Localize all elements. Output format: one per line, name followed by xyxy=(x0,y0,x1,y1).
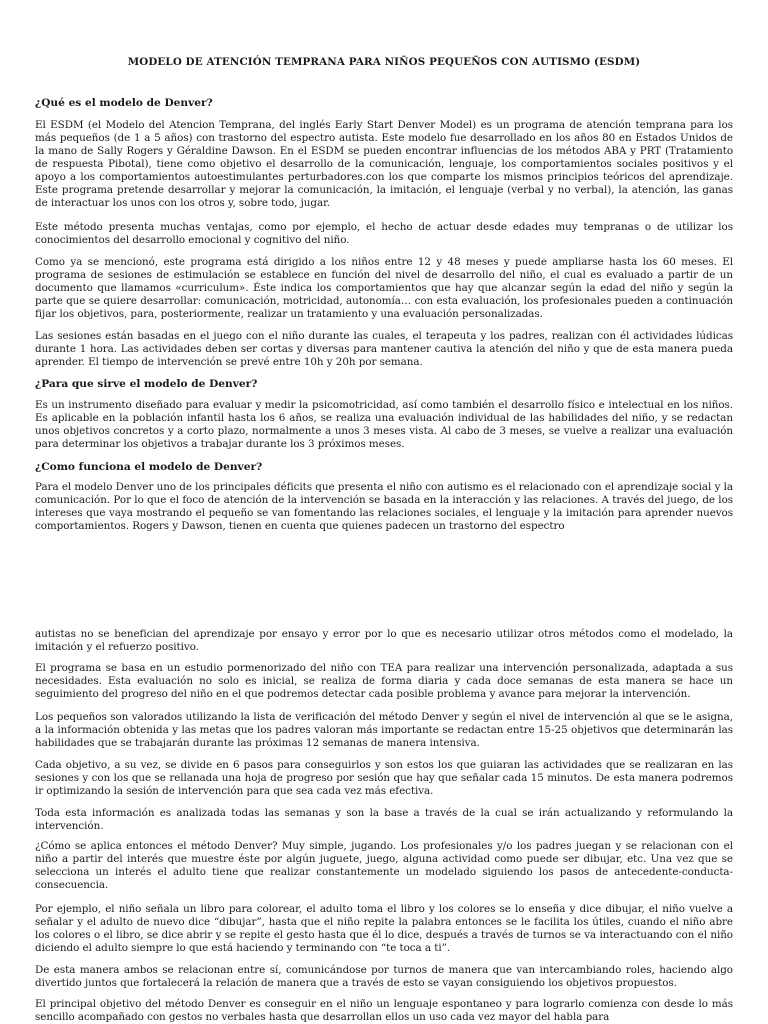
paragraph: El ESDM (el Modelo del Atencion Temprana, del inglés Early Start Denver Model) es un programa de atención temprana para los más pequeños (de 1 a 5 años) con trastorno del espectro autista. Este modelo fue desarrollado en los años 80 en Estados Unidos de la mano de Sally Rogers y Géraldine Dawson. En el ESDM se pueden encontrar influencias de los métodos ABA y PRT (Tratamiento de respuesta Pibotal), tiene como objetivo el desarrollo de la comunicación, lenguaje, los comportamientos sociales positivos y el apoyo a los comportamientos autoestimulantes perturbadores.con los que comparte los mismos principios teóricos del aprendizaje. Este programa pretende desarrollar y mejorar la comunicación, la imitación, el lenguaje (verbal y no verbal), la atención, las ganas de interactuar los unos con los otros y, sobre todo, jugar. xyxy=(35,119,733,209)
section-heading-que-es: ¿Qué es el modelo de Denver? xyxy=(35,97,213,109)
paragraph: autistas no se benefician del aprendizaje por ensayo y error por lo que es necesario utilizar otros métodos como el modelado, la imitación y el refuerzo positivo. xyxy=(35,628,733,653)
paragraph: Toda esta información es analizada todas las semanas y son la base a través de la cual se irán actualizando y reformulando la intervención. xyxy=(35,807,733,832)
paragraph: Este método presenta muchas ventajas, como por ejemplo, el hecho de actuar desde edades muy tempranas o de utilizar los conocimientos del desarrollo emocional y cognitivo del niño. xyxy=(35,221,733,246)
paragraph: Por ejemplo, el niño señala un libro para colorear, el adulto toma el libro y los colores se lo enseña y dice dibujar, el niño vuelve a señalar y el adulto de nuevo dice “dibujar”, hasta que el niño repite la palabra entonces se le facilita los útiles, cuando el niño abre los colores o el libro, se dice abrir y se repite el gesto hasta que él lo dice, después a través de turnos se va interactuando con el niño diciendo el adulto siempre lo que está haciendo y terminando con “te toca a ti”. xyxy=(35,903,733,954)
section-heading-para-que-sirve: ¿Para que sirve el modelo de Denver? xyxy=(35,378,258,390)
paragraph: Para el modelo Denver uno de los principales déficits que presenta el niño con autismo es el relacionado con el aprendizaje social y la comunicación. Por lo que el foco de atención de la intervención se basada en la interacción y las relaciones. A través del juego, de los intereses que vaya mostrando el pequeño se van fomentando las relaciones sociales, el lenguaje y la imitación para aprender nuevos comportamientos. Rogers y Dawson, tienen en cuenta que quienes padecen un trastorno del espectro xyxy=(35,481,733,532)
paragraph: Los pequeños son valorados utilizando la lista de verificación del método Denver y según el nivel de intervención al que se le asigna, a la información obtenida y las metas que los padres valoran más importante se redactan entre 15-25 objetivos que determinarán las habilidades que se trabajarán durante las próximas 12 semanas de manera intensiva. xyxy=(35,711,733,749)
paragraph: Cada objetivo, a su vez, se divide en 6 pasos para conseguirlos y son estos los que guiaran las actividades que se realizaran en las sesiones y con los que se rellanada una hoja de progreso por sesión que hay que señalar cada 15 minutos. De esta manera podremos ir optimizando la sesión de intervención para que sea cada vez más efectiva. xyxy=(35,759,733,797)
paragraph: De esta manera ambos se relacionan entre sí, comunicándose por turnos de manera que van intercambiando roles, haciendo algo divertido juntos que fortalecerá la relación de manera que a través de esto se vayan consiguiendo los objetivos propuestos. xyxy=(35,964,733,989)
paragraph: ¿Cómo se aplica entonces el método Denver? Muy simple, jugando. Los profesionales y/o los padres juegan y se relacionan con el niño a partir del interés que muestre éste por algún juguete, juego, alguna actividad como puede ser dibujar, etc. Una vez que se selecciona un interés el adulto tiene que realizar constantemente un modelado siguiendo los pasos de antecedente-conducta-consecuencia. xyxy=(35,840,733,891)
paragraph: El programa se basa en un estudio pormenorizado del niño con TEA para realizar una intervención personalizada, adaptada a sus necesidades. Esta evaluación no solo es inicial, se realiza de forma diaria y cada doce semanas de esta manera se hace un seguimiento del progreso del niño en el que podremos detectar cada posible problema y avance para mejorar la intervención. xyxy=(35,662,733,700)
paragraph: Las sesiones están basadas en el juego con el niño durante las cuales, el terapeuta y los padres, realizan con él actividades lúdicas durante 1 hora. Las actividades deben ser cortas y diversas para mantener cautiva la atención del niño y que de esta manera pueda aprender. El tiempo de intervención se prevé entre 10h y 20h por semana. xyxy=(35,330,733,368)
paragraph: Como ya se mencionó, este programa está dirigido a los niños entre 12 y 48 meses y puede ampliarse hasta los 60 meses. El programa de sesiones de estimulación se establece en función del nivel de desarrollo del niño, el cual es evaluado a partir de un documento que llamamos «curriculum». Éste indica los comportamientos que hay que alcanzar según la edad del niño y según la parte que se quiere desarrollar: comunicación, motricidad, autonomía… con esta evaluación, los profesionales pueden a continuación fijar los objetivos, para, posteriormente, realizar un tratamiento y una evaluación personalizadas. xyxy=(35,256,733,320)
paragraph: Es un instrumento diseñado para evaluar y medir la psicomotricidad, así como también el desarrollo físico e intelectual en los niños. Es aplicable en la población infantil hasta los 6 años, se realiza una evaluación individual de las habilidades del niño, y se redactan unos objetivos concretos y a corto plazo, normalmente a unos 3 meses vista. Al cabo de 3 meses, se vuelve a realizar una evaluación para determinar los objetivos a trabajar durante los 3 próximos meses. xyxy=(35,399,733,450)
paragraph: El principal objetivo del método Denver es conseguir en el niño un lenguaje espontaneo y para lograrlo comienza con desde lo más sencillo acompañado con gestos no verbales hasta que desarrollan ellos un uso cada vez mayor del habla para xyxy=(35,998,733,1023)
section-heading-como-funciona: ¿Como funciona el modelo de Denver? xyxy=(35,461,263,473)
document-title: MODELO DE ATENCIÓN TEMPRANA PARA NIÑOS PEQUEÑOS CON AUTISMO (ESDM) xyxy=(127,56,641,68)
